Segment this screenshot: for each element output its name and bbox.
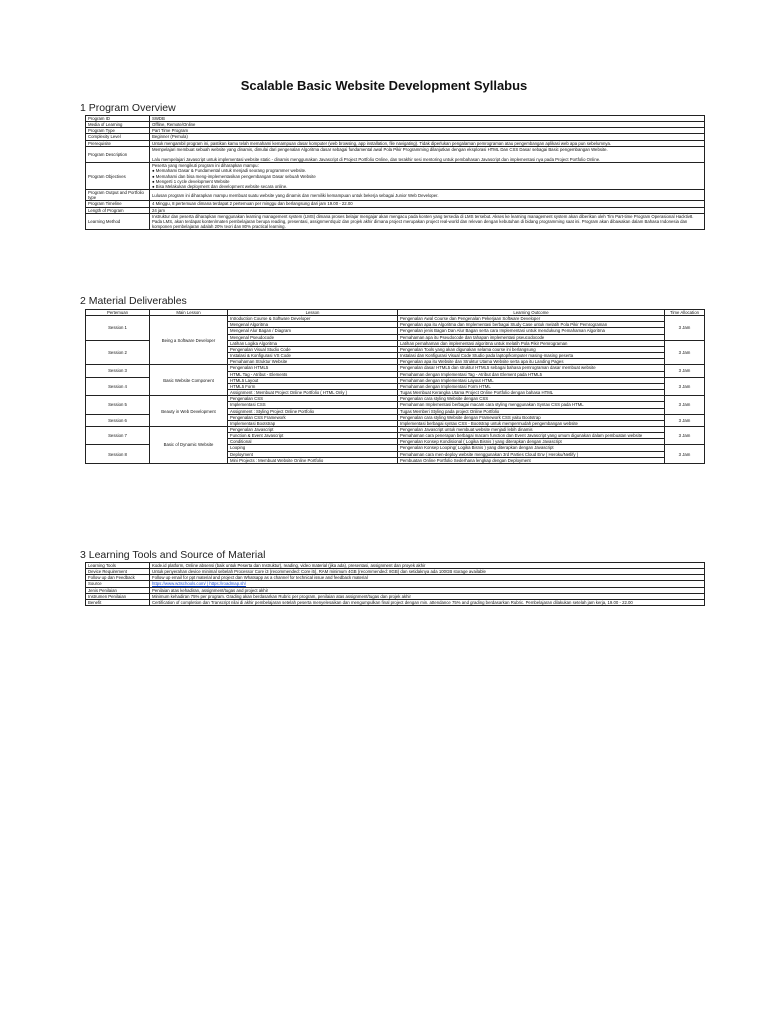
learning-outcome: Pengenalan cara styling Website dengan Framework CSS yaitu Bootstrap (398, 414, 665, 420)
tools-value: Follow up email for ppt material and project dan Whatsapp as a channel for technical issue and feedback material (150, 575, 705, 581)
learning-outcome: Pemahaman cara penerapan berbagai macam function dan Event Javascript yang umum digunakan dalam pembuatan website (398, 433, 665, 439)
document-title: Scalable Basic Website Development Syllabus (240, 78, 528, 93)
lesson-name: Function & Event Javascript (228, 433, 398, 439)
tools-value: Untuk penyerahan device minimal sebelah Processor Core i3 (recommended: Core i5), RAM minimum 4GB (recommended: 8GB) dan setidaknya ada 100GB storage available (150, 569, 705, 575)
overview-value: 4 Minggu, 8 pertemuan dimana terdapat 2 pertemuan per minggu dan berlangsung dari jam 19.00 - 22.00 (150, 201, 705, 207)
tools-key: Learning Tools (86, 563, 150, 569)
learning-outcome: Pemahaman Implementasi berbagai macam cara styling menggunakan Syntax CSS pada HTML (398, 402, 665, 408)
lesson-name: Pemahaman Struktur Website (228, 359, 398, 365)
time-allocation: 3 Jam (665, 396, 705, 414)
learning-outcome: Pemahaman apa itu Pseudocode dan tahapan implementasi pseucodocode (398, 334, 665, 340)
learning-outcome: Pengenalan apa itu Website dan Struktur Utama Website serta apa itu Landing Pages (398, 359, 665, 365)
time-allocation: 3 Jam (665, 340, 705, 365)
lesson-name: Mengenal Pseudocode (228, 334, 398, 340)
overview-row (86, 190, 705, 201)
learning-outcome: Pengenalan Konsep Looping( Logika Bisnis ) yang diterapkan dengan Javascript (398, 445, 665, 451)
header-time-allocation: Time Allocation (665, 310, 705, 316)
overview-key: Prerequisite (86, 140, 150, 146)
header-pertemuan: Pertemuan (86, 310, 150, 316)
lesson-name: Latihan Logika Algoritma (228, 340, 398, 346)
session-name: Session 3 (86, 365, 150, 377)
lesson-name: HTML Tag - Atribut - Elements (228, 371, 398, 377)
overview-value: Peserta yang mengikuti program ini diharapkan mampu: ● Memahami Dasar & Fundamental untuk menjadi seorang programmer website. ● Memahami dan bisa meng-implementasikan pengembangan Dasar sebuah Website ● Mengerti 1 cycle development Website ● Bisa Melakukan deployment dan development website secara online. (150, 163, 705, 190)
main-lesson: Beauty in Web Development (150, 396, 228, 427)
overview-key: Learning Method (86, 213, 150, 229)
learning-outcome: Instalasi dan Konfigurasi Visual Code Studio pada laptop/komputer masing-masing peserta (398, 353, 665, 359)
overview-value: Instruktur dan peserta diharapkan menggunakan learning management system (LMS) dimana proses belajar mengajar akan mengacu pada konten yang tersedia di LMS tersebut. Akses ke learning management system akan diberikan oleh Tim Part-time Program Operasional Hacktiv8. Pada LMS, akan terdapat konten/materi pembelajaran berupa reading, presentasi, assignment/quiz dan projek akhir dimana project merupakan project real-world dan relevan dengan kebutuhan di bidang programming saat ini. Program akan dibawakan dalam Bahasa Indonesia dan komponen pembelajaran adalah 20% teori dan 80% practical learning. (150, 213, 705, 229)
learning-outcome: Tugas Membuat Kerangka Utama Project Online Portfolio dengan bahasa HTML (398, 390, 665, 396)
lesson-name: Mengenal Alur Bagan / Diagram (228, 328, 398, 334)
overview-key: Length of Program (86, 207, 150, 213)
lesson-name: Conditional (228, 439, 398, 445)
learning-outcome: Pengenalan Tools yang akan digunakan selama course ini berlangsung (398, 346, 665, 352)
overview-key: Program Type (86, 128, 150, 134)
lesson-name: Instalasi & Konfigurasi VS Code (228, 353, 398, 359)
learning-outcome: Tugas Memberi Styling pada project Online Portfolio (398, 408, 665, 414)
learning-outcome: Pengenalan Awal Course dan Pengenalan Pekerjaan Software Developer (398, 316, 665, 322)
session-name: Session 6 (86, 414, 150, 426)
deliverables-table (85, 309, 705, 464)
learning-outcome: Pembuatan Online Portfolio Sederhana lengkap dengan Deployment (398, 457, 665, 463)
session-name: Session 7 (86, 426, 150, 444)
section-heading-tools: 3 Learning Tools and Source of Material (80, 549, 266, 561)
overview-value: Offline, Remote/Online (150, 122, 705, 128)
tools-value: Penilaian atas kehadiran, assignment/tugas and project akhir (150, 587, 705, 593)
lesson-name: Pengenalan HTML5 (228, 365, 398, 371)
lesson-name: Mengenal Algoritma (228, 322, 398, 328)
session-name: Session 1 (86, 316, 150, 341)
overview-key: Complexity Level (86, 134, 150, 140)
lesson-name: Implementasi CSS (228, 402, 398, 408)
learning-outcome: Latihan pemahaman dan implementasi algoritma untuk melatih Pola Pikir Pemrograman (398, 340, 665, 346)
overview-row (86, 146, 705, 162)
overview-value: SWDB (150, 116, 705, 122)
session-name: Session 4 (86, 377, 150, 395)
header-main-lesson: Main Lesson (150, 310, 228, 316)
session-name: Session 8 (86, 445, 150, 463)
source-link[interactable]: https://www.w3schools.com/ | https://roadmap.sh/ (150, 581, 705, 587)
tools-value: Kode.id platform, Online absensi (baik untuk Peserta dan Instruktur), reading, video material (jika ada), presentasi, assignment dan proyek akhir (150, 563, 705, 569)
time-allocation: 3 Jam (665, 445, 705, 463)
main-lesson: Basic of Dynamic Website (150, 426, 228, 463)
tools-key: Instrumen Penilaian (86, 593, 150, 599)
overview-row (86, 163, 705, 190)
tools-key: Device Requirement (86, 569, 150, 575)
overview-value: Mempelajari membuat sebuah website yang dinamis, dimulai dari pengenalan Algoritma dasar sebagai fundamental awal Pola Pikir Programming dilanjutkan dengan eksplorasi HTML Dan CSS Dasar sebagai Basic pengembangan Website. Lalu mempelajari Javascript untuk implementasi website static - dinamis menggunakan Javascript di Project Portfolio Online, dan terakhir sesi mentoring untuk pembahasan Javascript dan implementasi nya pada Project Portfolio Online. (150, 146, 705, 162)
lesson-name: Pengenalan Visual Studio Code (228, 346, 398, 352)
tools-table (85, 562, 705, 606)
lesson-name: Deployment (228, 451, 398, 457)
tools-value: Minimum kehadiran 75% per program. Grading akan berdasarkan Rubric per program, penilaian atas assignment/tugas dan projek akhir (150, 593, 705, 599)
session-name: Session 2 (86, 340, 150, 365)
time-allocation: 3 Jam (665, 365, 705, 377)
learning-outcome: Pengenalan apa itu Algoritma dan Implementasi berbagai Study Case untuk melatih Pola Pikir Pemrograman (398, 322, 665, 328)
overview-key: Program Timeline (86, 201, 150, 207)
learning-outcome: Pemahaman dengan Implementasi Layout HTML (398, 377, 665, 383)
learning-outcome: Pemahaman cara men-deploy website menggunakan 3rd Parties Cloud Env ( Heroku/Netlify ) (398, 451, 665, 457)
overview-value: Untuk mengambil program ini, pastikan kamu telah memahami kemampuan dasar komputer (web browsing, app installation, file navigating). Tidak diperlukan pengalaman pemrograman atau pengembangan aplikasi web apa pun sebelumnya. (150, 140, 705, 146)
main-lesson: Basic Website Component (150, 365, 228, 396)
lesson-name: Implementasi Bootstrap (228, 420, 398, 426)
time-allocation: 3 Jam (665, 426, 705, 444)
overview-value: 24 jam (150, 207, 705, 213)
lesson-name: HTML5 Layout (228, 377, 398, 383)
overview-key: Program ID (86, 116, 150, 122)
lesson-name: Pengenalan CSS Framework (228, 414, 398, 420)
learning-outcome: Implementasi berbagai syntax CSS - Bootstrap untuk mempermudah pengembangan website (398, 420, 665, 426)
lesson-name: Looping (228, 445, 398, 451)
overview-row (86, 213, 705, 229)
main-lesson: Being a Software Developer (150, 316, 228, 365)
lesson-name: Introduction Course & Software Developer (228, 316, 398, 322)
learning-outcome: Pemahaman dengan Implementasi Tag - Atribut dan Element pada HTML5 (398, 371, 665, 377)
tools-key: Follow up dan Feedback (86, 575, 150, 581)
overview-value: Beginner (Pemula) (150, 134, 705, 140)
tools-key: Benefit (86, 599, 150, 605)
learning-outcome: Pengenalan jenis Bagan Dan Alur Bagan serta cara Implementasi untuk mendukung Pemahaman Algoritma (398, 328, 665, 334)
tools-value: Certification of completion dan Transcript nilai di akhir pembelajaran setelah peserta menyelesaikan dan mengumpulkan final project dengan min. attendance 75% and grading berdasarkan Rubric. Pembelajaran dilakukan setelah jam kerja, 19.00 - 22.00 (150, 599, 705, 605)
tools-key: Jenis Penilaian (86, 587, 150, 593)
overview-key: Program Objectives (86, 163, 150, 190)
header-learning-outcome: Learning Outcome (398, 310, 665, 316)
overview-value: Lulusan program ini diharapkan mampu membuat suatu website yang dinamis dan memiliki kemampuan untuk bekerja sebagai Junior Web Developer. (150, 190, 705, 201)
time-allocation: 3 Jam (665, 377, 705, 395)
overview-table (85, 115, 705, 230)
learning-outcome: Pengenalan dasar HTML5 dan struktur HTML5 sebagai bahasa pemrograman dasar membuat website (398, 365, 665, 371)
tools-row (86, 599, 705, 605)
learning-outcome: Pemahaman dengan Implementasi Form HTML (398, 383, 665, 389)
time-allocation: 3 Jam (665, 414, 705, 426)
learning-outcome: Pengenalan Konsep Kondisional ( Logika Bisnis ) yang diterapkan dengan Javascript (398, 439, 665, 445)
section-heading-deliverables: 2 Material Deliverables (80, 295, 187, 307)
tools-key: Source (86, 581, 150, 587)
header-lesson: Lesson (228, 310, 398, 316)
overview-key: Media of Learning (86, 122, 150, 128)
overview-key: Program Description (86, 146, 150, 162)
lesson-name: Pengenalan Javascript (228, 426, 398, 432)
session-name: Session 5 (86, 396, 150, 414)
learning-outcome: Pengenalan Javascript untuk membuat website menjadi lebih dinamis (398, 426, 665, 432)
overview-value: Part Time Program (150, 128, 705, 134)
lesson-name: Assignment : Styling Project Online Portfolio (228, 408, 398, 414)
overview-key: Program Output and Portfolio type (86, 190, 150, 201)
learning-outcome: Pengenalan cara styling Website dengan CSS (398, 396, 665, 402)
lesson-name: HTML5 Form (228, 383, 398, 389)
lesson-name: Pengenalan CSS (228, 396, 398, 402)
lesson-name: Assignment : Membuat Project Online Portfolio ( HTML Only ) (228, 390, 398, 396)
section-heading-overview: 1 Program Overview (80, 102, 176, 114)
lesson-name: Mini Projects : Membuat Website Online Portfolio (228, 457, 398, 463)
time-allocation: 3 Jam (665, 316, 705, 341)
